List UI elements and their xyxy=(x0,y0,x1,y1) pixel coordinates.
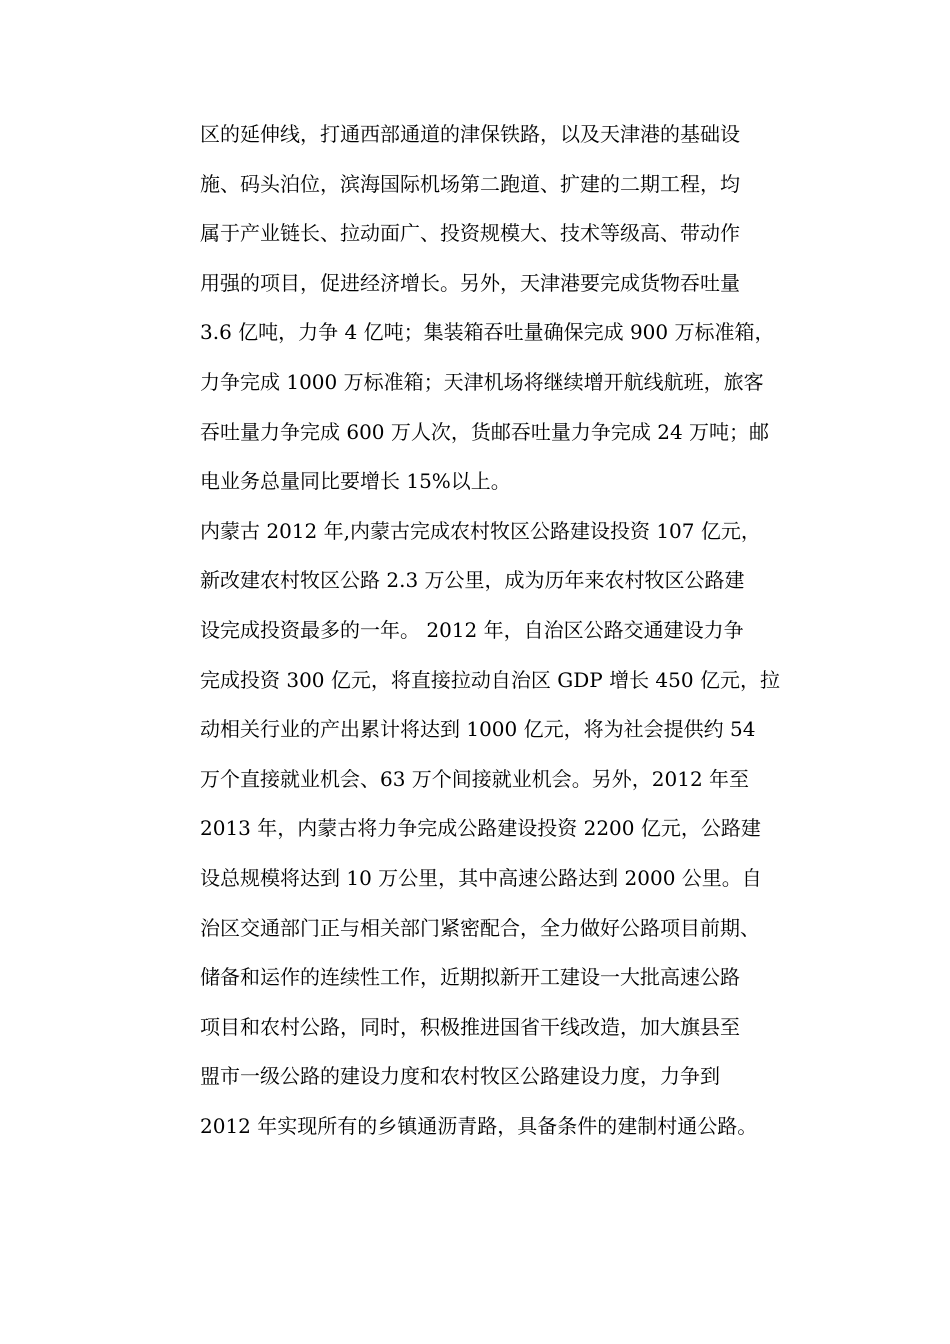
text-line: 力争完成 1000 万标准箱；天津机场将继续增开航线航班，旅客 xyxy=(200,369,764,394)
text-line: 完成投资 300 亿元，将直接拉动自治区 GDP 增长 450 亿元，拉 xyxy=(200,667,780,692)
text-line: 电业务总量同比要增长 15%以上。 xyxy=(200,469,511,494)
text-line: 区的延伸线，打通西部通道的津保铁路，以及天津港的基础设 xyxy=(200,122,740,146)
text-line: 治区交通部门正与相关部门紧密配合，全力做好公路项目前期、 xyxy=(200,915,760,940)
text-line: 万个直接就业机会、63 万个间接就业机会。另外，2012 年至 xyxy=(200,766,750,791)
text-line: 用强的项目，促进经济增长。另外，天津港要完成货物吞吐量 xyxy=(200,270,740,295)
text-line: 2013 年，内蒙古将力争完成公路建设投资 2200 亿元，公路建 xyxy=(200,816,761,841)
text-line: 内蒙古 2012 年,内蒙古完成农村牧区公路建设投资 107 亿元， xyxy=(200,518,761,543)
text-line: 3.6 亿吨，力争 4 亿吨；集装箱吞吐量确保完成 900 万标准箱， xyxy=(200,320,775,345)
text-line: 属于产业链长、拉动面广、投资规模大、技术等级高、带动作 xyxy=(200,221,740,246)
text-line: 设完成投资最多的一年。 2012 年，自治区公路交通建设力争 xyxy=(200,617,744,642)
text-line: 施、码头泊位，滨海国际机场第二跑道、扩建的二期工程，均 xyxy=(200,171,740,196)
text-line: 设总规模将达到 10 万公里，其中高速公路达到 2000 公里。自 xyxy=(200,865,762,890)
body-text xyxy=(200,110,820,1151)
text-line: 盟市一级公路的建设力度和农村牧区公路建设力度，力争到 xyxy=(200,1064,720,1089)
text-line: 动相关行业的产出累计将达到 1000 亿元，将为社会提供约 54 xyxy=(200,717,756,742)
text-line: 项目和农村公路，同时，积极推进国省干线改造，加大旗县至 xyxy=(200,1014,740,1039)
text-line: 吞吐量力争完成 600 万人次，货邮吞吐量力争完成 24 万吨；邮 xyxy=(200,419,770,444)
text-line: 2012 年实现所有的乡镇通沥青路，具备条件的建制村通公路。 xyxy=(200,1113,758,1138)
text-line: 新改建农村牧区公路 2.3 万公里，成为历年来农村牧区公路建 xyxy=(200,568,745,593)
text-line: 储备和运作的连续性工作，近期拟新开工建设一大批高速公路 xyxy=(200,965,740,990)
